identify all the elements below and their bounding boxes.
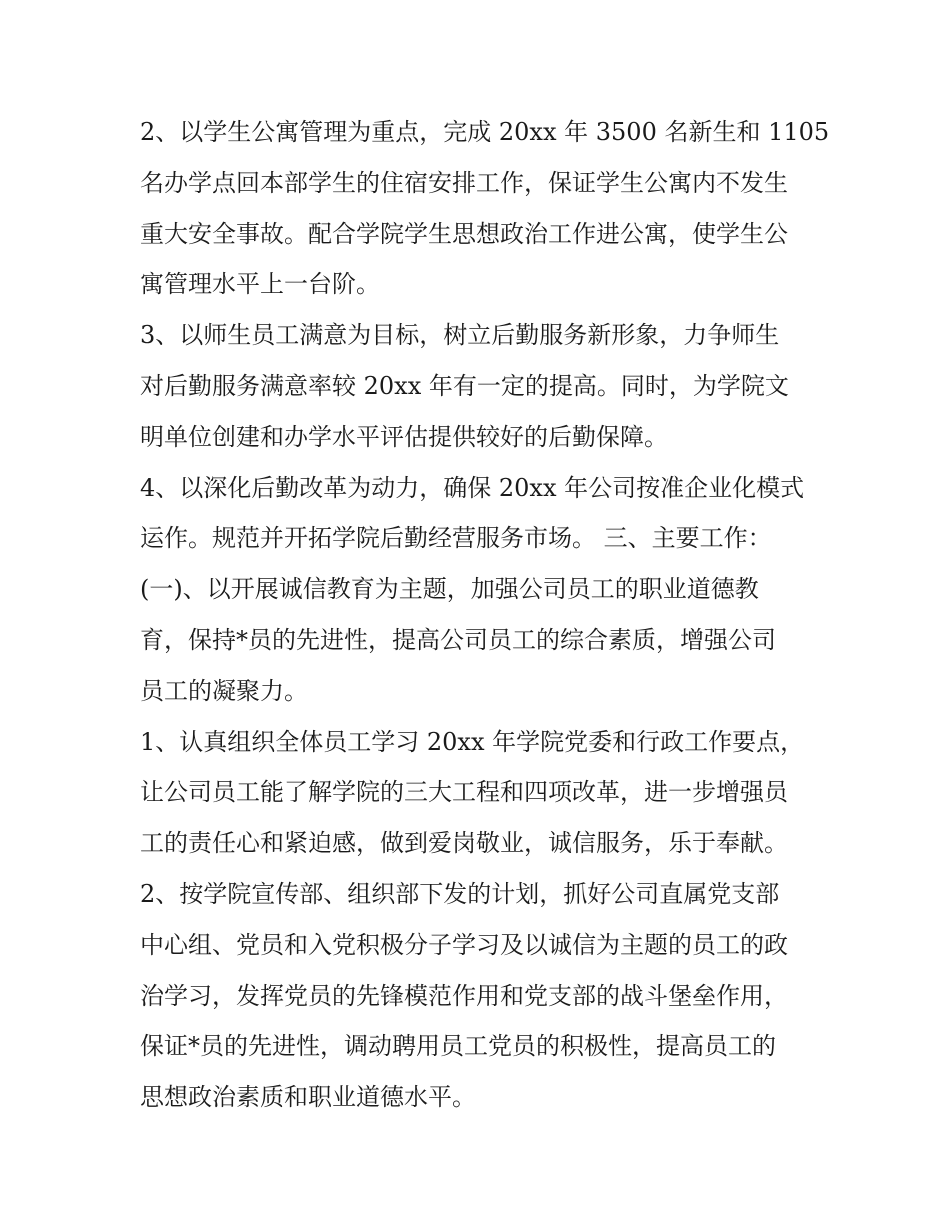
text-line: (一)、以开展诚信教育为主题，加强公司员工的职业道德教 bbox=[140, 575, 759, 604]
text-line: 保证*员的先进性，调动聘用员工党员的积极性，提高员工的 bbox=[140, 1032, 776, 1061]
text-line: 员工的凝聚力。 bbox=[140, 676, 308, 705]
text-line: 明单位创建和办学水平评估提供较好的后勤保障。 bbox=[140, 422, 668, 451]
text-line: 重大安全事故。配合学院学生思想政治工作进公寓，使学生公 bbox=[140, 219, 788, 248]
text-line: 治学习，发挥党员的先锋模范作用和党支部的战斗堡垒作用， bbox=[140, 981, 788, 1010]
text-line: 思想政治素质和职业道德水平。 bbox=[140, 1083, 476, 1112]
text-line: 对后勤服务满意率较 20xx 年有一定的提高。同时，为学院文 bbox=[140, 371, 789, 400]
text-line: 运作。规范并开拓学院后勤经营服务市场。 三、主要工作： bbox=[140, 524, 772, 553]
text-line: 中心组、党员和入党积极分子学习及以诚信为主题的员工的政 bbox=[140, 930, 788, 959]
text-line: 4、以深化后勤改革为动力，确保 20xx 年公司按准企业化模式 bbox=[140, 473, 805, 502]
text-line: 2、以学生公寓管理为重点，完成 20xx 年 3500 名新生和 1105 bbox=[140, 118, 830, 146]
document-body bbox=[140, 107, 830, 1123]
text-line: 工的责任心和紧迫感，做到爱岗敬业，诚信服务，乐于奉献。 bbox=[140, 829, 788, 858]
text-line: 2、按学院宣传部、组织部下发的计划，抓好公司直属党支部 bbox=[140, 879, 780, 908]
text-line: 1、认真组织全体员工学习 20xx 年学院党委和行政工作要点， bbox=[140, 727, 805, 756]
text-line: 3、以师生员工满意为目标，树立后勤服务新形象，力争师生 bbox=[140, 321, 780, 350]
text-line: 寓管理水平上一台阶。 bbox=[140, 270, 380, 299]
text-line: 育，保持*员的先进性，提高公司员工的综合素质，增强公司 bbox=[140, 625, 776, 654]
text-line: 名办学点回本部学生的住宿安排工作，保证学生公寓内不发生 bbox=[140, 168, 788, 197]
text-line: 让公司员工能了解学院的三大工程和四项改革，进一步增强员 bbox=[140, 778, 788, 807]
